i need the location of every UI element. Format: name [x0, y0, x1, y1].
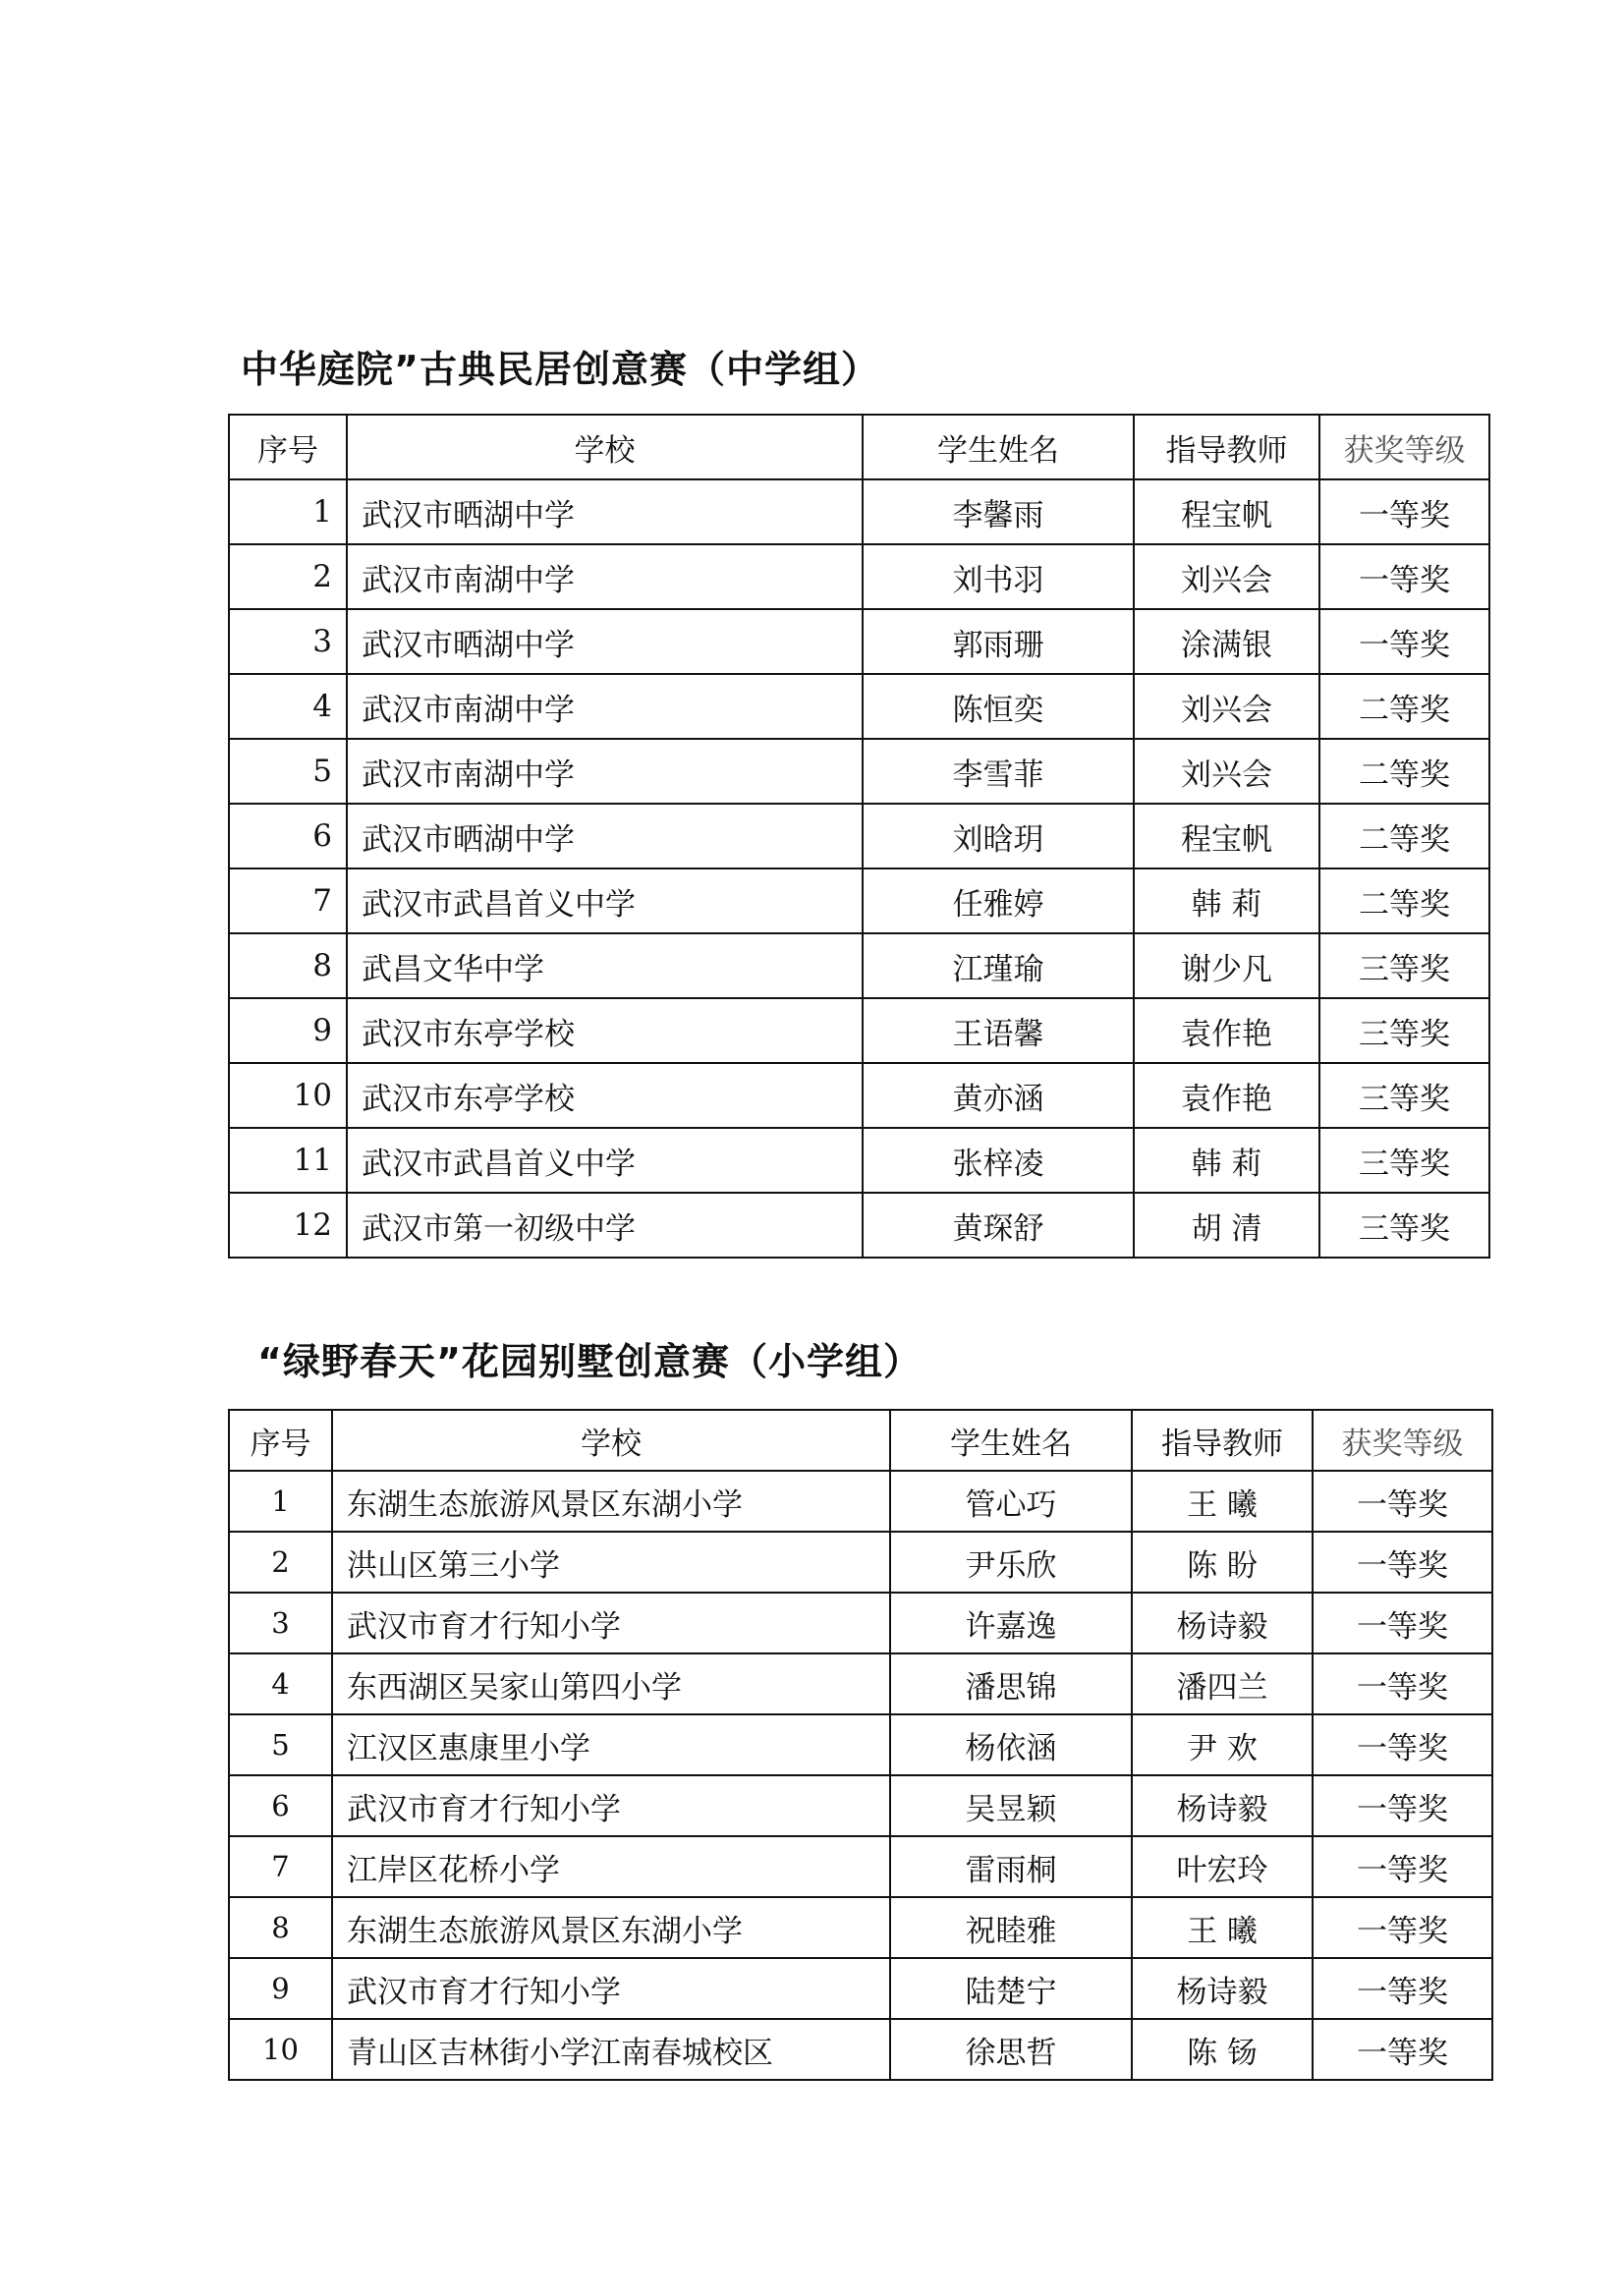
cell-teacher: 程宝帆 [1134, 804, 1319, 868]
cell-student: 黄亦涵 [863, 1063, 1134, 1128]
cell-idx: 3 [229, 1593, 332, 1653]
award-table-primary-school [228, 1409, 1493, 2081]
cell-student: 江瑾瑜 [863, 933, 1134, 998]
section2-title: “绿野春天”花园别墅创意赛（小学组） [257, 1340, 922, 1383]
cell-award: 一等奖 [1313, 1593, 1492, 1653]
table-row [229, 1128, 1489, 1193]
cell-school: 武汉市南湖中学 [347, 544, 863, 609]
table-row [229, 674, 1489, 739]
cell-idx: 1 [229, 479, 347, 544]
cell-award: 一等奖 [1313, 1836, 1492, 1897]
cell-award: 三等奖 [1319, 998, 1489, 1063]
table-row [229, 1958, 1492, 2019]
cell-teacher: 袁作艳 [1134, 1063, 1319, 1128]
cell-idx: 4 [229, 674, 347, 739]
cell-teacher: 王 曦 [1132, 1897, 1313, 1958]
cell-student: 管心巧 [890, 1471, 1132, 1532]
cell-award: 一等奖 [1313, 1471, 1492, 1532]
cell-award: 一等奖 [1319, 479, 1489, 544]
cell-school: 洪山区第三小学 [332, 1532, 890, 1593]
table-row [229, 739, 1489, 804]
table-row [229, 1714, 1492, 1775]
cell-idx: 9 [229, 1958, 332, 2019]
cell-school: 武昌文华中学 [347, 933, 863, 998]
table-header-row [229, 415, 1489, 479]
table-row [229, 479, 1489, 544]
cell-award: 一等奖 [1313, 1958, 1492, 2019]
cell-idx: 8 [229, 933, 347, 998]
header-award: 获奖等级 [1313, 1410, 1492, 1471]
cell-award: 一等奖 [1313, 1714, 1492, 1775]
cell-idx: 10 [229, 1063, 347, 1128]
cell-award: 一等奖 [1319, 609, 1489, 674]
table-row [229, 804, 1489, 868]
cell-award: 一等奖 [1313, 1897, 1492, 1958]
cell-school: 武汉市第一初级中学 [347, 1193, 863, 1258]
cell-student: 李馨雨 [863, 479, 1134, 544]
table-row [229, 1063, 1489, 1128]
cell-student: 任雅婷 [863, 868, 1134, 933]
cell-school: 武汉市育才行知小学 [332, 1958, 890, 2019]
cell-student: 祝睦雅 [890, 1897, 1132, 1958]
header-idx: 序号 [229, 415, 347, 479]
cell-student: 王语馨 [863, 998, 1134, 1063]
cell-teacher: 陈 盼 [1132, 1532, 1313, 1593]
cell-teacher: 韩 莉 [1134, 868, 1319, 933]
cell-teacher: 刘兴会 [1134, 674, 1319, 739]
table-body [229, 1471, 1492, 2080]
cell-student: 尹乐欣 [890, 1532, 1132, 1593]
table-row [229, 868, 1489, 933]
table-row [229, 1836, 1492, 1897]
cell-school: 江汉区惠康里小学 [332, 1714, 890, 1775]
cell-student: 刘晗玥 [863, 804, 1134, 868]
table-row [229, 2019, 1492, 2080]
cell-idx: 5 [229, 1714, 332, 1775]
cell-idx: 6 [229, 1775, 332, 1836]
cell-award: 三等奖 [1319, 1193, 1489, 1258]
cell-award: 三等奖 [1319, 933, 1489, 998]
cell-idx: 7 [229, 1836, 332, 1897]
cell-award: 三等奖 [1319, 1128, 1489, 1193]
cell-teacher: 杨诗毅 [1132, 1593, 1313, 1653]
cell-teacher: 谢少凡 [1134, 933, 1319, 998]
cell-school: 武汉市武昌首义中学 [347, 868, 863, 933]
cell-school: 武汉市东亭学校 [347, 1063, 863, 1128]
cell-student: 陈恒奕 [863, 674, 1134, 739]
cell-school: 武汉市武昌首义中学 [347, 1128, 863, 1193]
cell-teacher: 杨诗毅 [1132, 1775, 1313, 1836]
table-body [229, 479, 1489, 1258]
cell-school: 东湖生态旅游风景区东湖小学 [332, 1471, 890, 1532]
cell-student: 李雪菲 [863, 739, 1134, 804]
cell-award: 一等奖 [1313, 2019, 1492, 2080]
cell-school: 武汉市晒湖中学 [347, 609, 863, 674]
header-teacher: 指导教师 [1132, 1410, 1313, 1471]
cell-school: 武汉市东亭学校 [347, 998, 863, 1063]
cell-teacher: 杨诗毅 [1132, 1958, 1313, 2019]
cell-teacher: 韩 莉 [1134, 1128, 1319, 1193]
cell-idx: 6 [229, 804, 347, 868]
table-row [229, 1775, 1492, 1836]
cell-school: 武汉市晒湖中学 [347, 479, 863, 544]
cell-teacher: 潘四兰 [1132, 1653, 1313, 1714]
cell-award: 一等奖 [1313, 1532, 1492, 1593]
cell-school: 东湖生态旅游风景区东湖小学 [332, 1897, 890, 1958]
header-student: 学生姓名 [890, 1410, 1132, 1471]
cell-student: 郭雨珊 [863, 609, 1134, 674]
cell-idx: 3 [229, 609, 347, 674]
table-row [229, 1897, 1492, 1958]
header-idx: 序号 [229, 1410, 332, 1471]
table-row [229, 1653, 1492, 1714]
cell-student: 张梓凌 [863, 1128, 1134, 1193]
cell-award: 一等奖 [1319, 544, 1489, 609]
cell-award: 二等奖 [1319, 868, 1489, 933]
cell-teacher: 刘兴会 [1134, 739, 1319, 804]
cell-award: 一等奖 [1313, 1653, 1492, 1714]
cell-school: 武汉市南湖中学 [347, 739, 863, 804]
cell-student: 吴昱颖 [890, 1775, 1132, 1836]
cell-school: 武汉市晒湖中学 [347, 804, 863, 868]
cell-teacher: 陈 钖 [1132, 2019, 1313, 2080]
table-row [229, 544, 1489, 609]
table-row [229, 1593, 1492, 1653]
cell-teacher: 涂满银 [1134, 609, 1319, 674]
cell-school: 东西湖区吴家山第四小学 [332, 1653, 890, 1714]
cell-idx: 1 [229, 1471, 332, 1532]
cell-idx: 9 [229, 998, 347, 1063]
cell-teacher: 尹 欢 [1132, 1714, 1313, 1775]
cell-idx: 2 [229, 544, 347, 609]
cell-student: 潘思锦 [890, 1653, 1132, 1714]
cell-teacher: 程宝帆 [1134, 479, 1319, 544]
table-row [229, 1193, 1489, 1258]
cell-student: 陆楚宁 [890, 1958, 1132, 2019]
cell-teacher: 胡 清 [1134, 1193, 1319, 1258]
cell-award: 三等奖 [1319, 1063, 1489, 1128]
cell-idx: 8 [229, 1897, 332, 1958]
cell-student: 许嘉逸 [890, 1593, 1132, 1653]
table-header-row [229, 1410, 1492, 1471]
cell-award: 二等奖 [1319, 804, 1489, 868]
cell-award: 二等奖 [1319, 674, 1489, 739]
cell-school: 武汉市育才行知小学 [332, 1775, 890, 1836]
cell-school: 青山区吉林街小学江南春城校区 [332, 2019, 890, 2080]
cell-idx: 4 [229, 1653, 332, 1714]
cell-student: 徐思哲 [890, 2019, 1132, 2080]
cell-student: 杨依涵 [890, 1714, 1132, 1775]
cell-school: 武汉市育才行知小学 [332, 1593, 890, 1653]
cell-award: 二等奖 [1319, 739, 1489, 804]
cell-award: 一等奖 [1313, 1775, 1492, 1836]
cell-teacher: 叶宏玲 [1132, 1836, 1313, 1897]
table-row [229, 609, 1489, 674]
cell-teacher: 刘兴会 [1134, 544, 1319, 609]
header-award: 获奖等级 [1319, 415, 1489, 479]
cell-teacher: 袁作艳 [1134, 998, 1319, 1063]
table-row [229, 1532, 1492, 1593]
section1-title: 中华庭院”古典民居创意赛（中学组） [241, 348, 879, 391]
cell-teacher: 王 曦 [1132, 1471, 1313, 1532]
award-table-middle-school [228, 414, 1490, 1259]
header-school: 学校 [332, 1410, 890, 1471]
header-student: 学生姓名 [863, 415, 1134, 479]
cell-idx: 5 [229, 739, 347, 804]
cell-school: 武汉市南湖中学 [347, 674, 863, 739]
cell-school: 江岸区花桥小学 [332, 1836, 890, 1897]
cell-idx: 12 [229, 1193, 347, 1258]
cell-idx: 11 [229, 1128, 347, 1193]
cell-idx: 7 [229, 868, 347, 933]
header-school: 学校 [347, 415, 863, 479]
cell-student: 雷雨桐 [890, 1836, 1132, 1897]
header-teacher: 指导教师 [1134, 415, 1319, 479]
cell-idx: 2 [229, 1532, 332, 1593]
table-row [229, 998, 1489, 1063]
table-row [229, 1471, 1492, 1532]
cell-student: 刘书羽 [863, 544, 1134, 609]
table-row [229, 933, 1489, 998]
cell-student: 黄琛舒 [863, 1193, 1134, 1258]
cell-idx: 10 [229, 2019, 332, 2080]
